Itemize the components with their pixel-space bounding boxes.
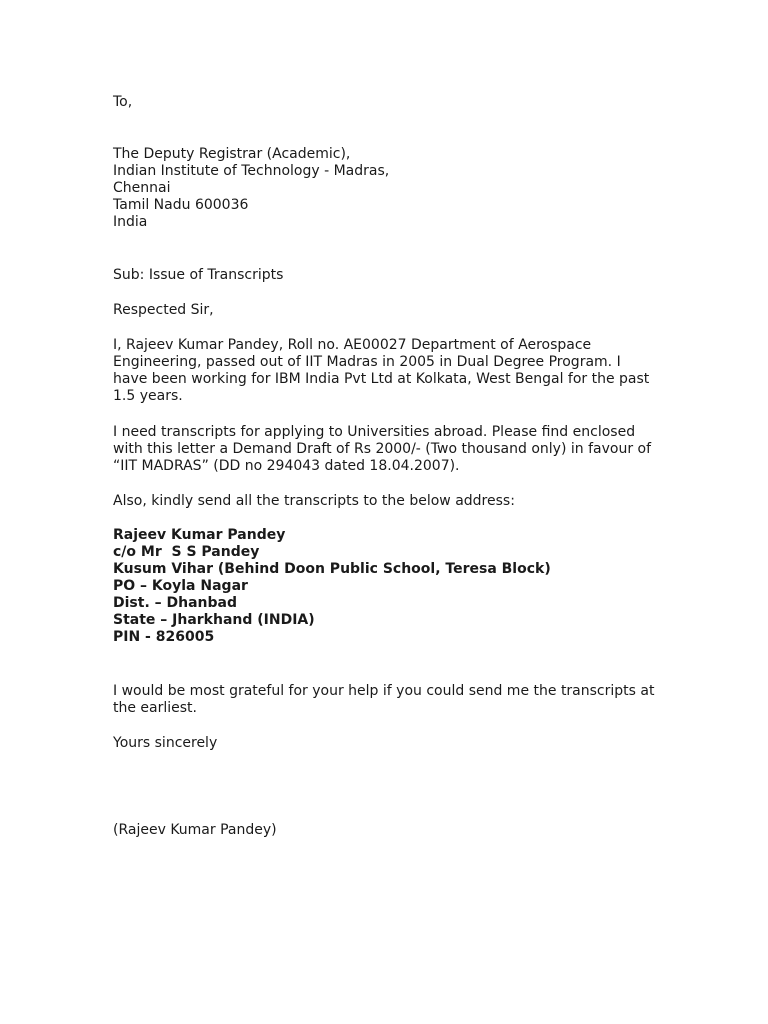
paragraph-line: I, Rajeev Kumar Pandey, Roll no. AE00027 Department of Aerospace [113,337,592,353]
address-line: Rajeev Kumar Pandey [113,527,286,543]
signature [113,822,673,839]
recipient-line: The Deputy Registrar (Academic), [113,146,351,162]
paragraph-line: Engineering, passed out of IIT Madras in 2005 in Dual Degree Program. I [113,354,621,370]
address-line: Dist. – Dhanbad [113,595,238,611]
mailing-address [113,527,673,646]
paragraph-line: the earliest. [113,700,197,716]
recipient-address [113,146,673,231]
address-line: PO – Koyla Nagar [113,578,248,594]
recipient-line: Chennai [113,180,171,196]
greeting-text: Respected Sir, [113,302,214,318]
salutation-to-text: To, [113,94,133,110]
salutation-to [113,94,673,111]
recipient-line: Indian Institute of Technology - Madras, [113,163,390,179]
greeting [113,302,673,319]
address-line: c/o Mr S S Pandey [113,544,260,560]
address-line: Kusum Vihar (Behind Doon Public School, Teresa Block) [113,561,551,577]
signature-text: (Rajeev Kumar Pandey) [113,822,277,838]
paragraph-closing-request [113,683,673,717]
paragraph-request [113,424,673,475]
paragraph-address-intro [113,493,673,510]
address-line: PIN - 826005 [113,629,215,645]
recipient-line: India [113,214,148,230]
subject-line [113,267,673,284]
closing [113,735,673,752]
paragraph-introduction [113,337,673,405]
paragraph-line: “IIT MADRAS” (DD no 294043 dated 18.04.2007). [113,458,460,474]
subject-text: Sub: Issue of Transcripts [113,267,284,283]
address-line: State – Jharkhand (INDIA) [113,612,315,628]
paragraph-line: 1.5 years. [113,388,183,404]
paragraph-line: I would be most grateful for your help if you could send me the transcripts at [113,683,655,699]
closing-text: Yours sincerely [113,735,218,751]
paragraph-line: have been working for IBM India Pvt Ltd at Kolkata, West Bengal for the past [113,371,650,387]
paragraph-line: with this letter a Demand Draft of Rs 2000/- (Two thousand only) in favour of [113,441,652,457]
paragraph-line: I need transcripts for applying to Universities abroad. Please find enclosed [113,424,636,440]
recipient-line: Tamil Nadu 600036 [113,197,249,213]
paragraph-line: Also, kindly send all the transcripts to the below address: [113,493,515,509]
